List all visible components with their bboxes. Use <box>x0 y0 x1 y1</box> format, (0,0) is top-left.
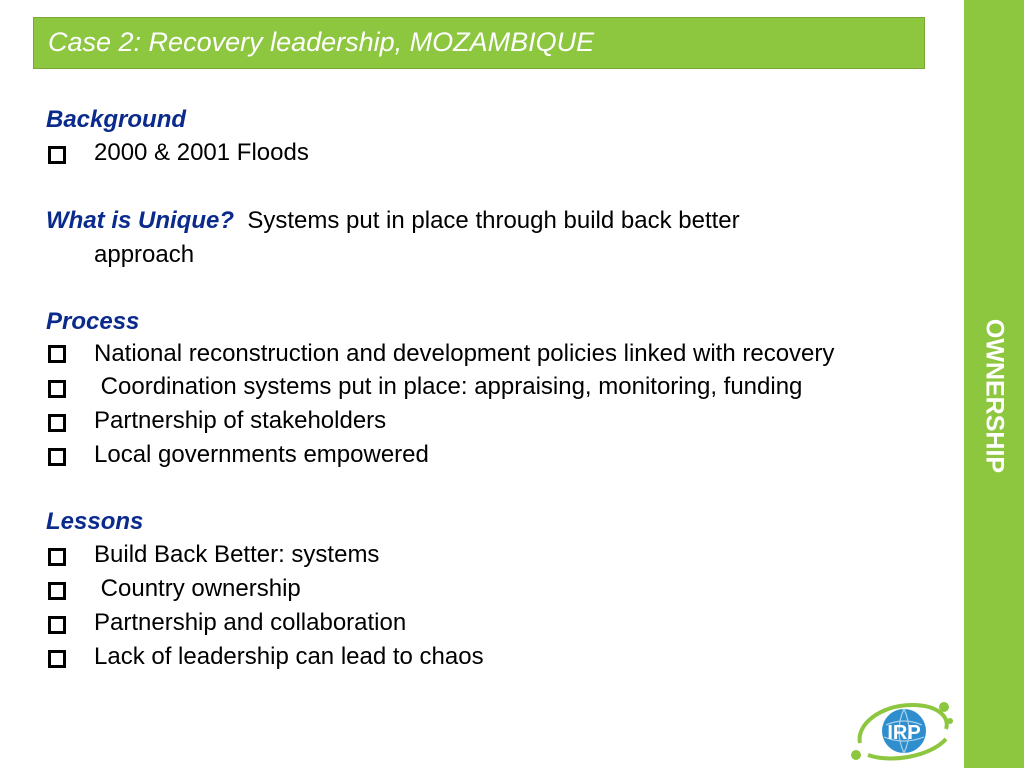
list-item <box>46 640 946 674</box>
list-item <box>46 572 946 606</box>
slide-title: Case 2: Recovery leadership, MOZAMBIQUE <box>48 27 595 57</box>
list-item-text: Build Back Better: systems <box>94 541 380 568</box>
unique-text-cont: approach <box>94 241 195 268</box>
list-item <box>46 538 946 572</box>
list-item-text: Lack of leadership can lead to chaos <box>94 643 484 670</box>
square-bullet-icon <box>48 582 66 600</box>
square-bullet-icon <box>48 414 66 432</box>
square-bullet-icon <box>48 146 66 164</box>
list-item-text: 2000 & 2001 Floods <box>94 139 309 166</box>
logo-text: IRP <box>887 722 921 744</box>
list-item <box>46 338 946 370</box>
irp-logo-icon <box>846 695 956 763</box>
side-label: OWNERSHIP <box>980 318 1009 474</box>
square-bullet-icon <box>48 380 66 398</box>
unique-text: Systems put in place through build back better <box>247 207 740 234</box>
process-heading: Process <box>46 308 140 335</box>
square-bullet-icon <box>48 650 66 668</box>
lessons-heading: Lessons <box>46 508 144 535</box>
square-bullet-icon <box>48 548 66 566</box>
list-item-text: Partnership and collaboration <box>94 609 407 636</box>
list-item-text: Partnership of stakeholders <box>94 407 387 434</box>
slide-content <box>46 104 946 674</box>
unique-label: What is Unique? <box>46 207 234 234</box>
list-item <box>46 438 946 472</box>
unique-line <box>46 204 946 238</box>
square-bullet-icon <box>48 616 66 634</box>
list-item <box>46 606 946 640</box>
background-heading: Background <box>46 106 187 133</box>
title-bar <box>33 17 925 69</box>
list-item <box>46 370 946 404</box>
list-item-text: National reconstruction and development policies linked with recovery <box>94 340 835 367</box>
square-bullet-icon <box>48 448 66 466</box>
list-item-text: Coordination systems put in place: appraising, monitoring, funding <box>94 373 803 400</box>
square-bullet-icon <box>48 345 66 363</box>
list-item-text: Country ownership <box>94 575 301 602</box>
list-item <box>46 404 946 438</box>
list-item-text: Local governments empowered <box>94 441 429 468</box>
list-item <box>46 136 946 170</box>
